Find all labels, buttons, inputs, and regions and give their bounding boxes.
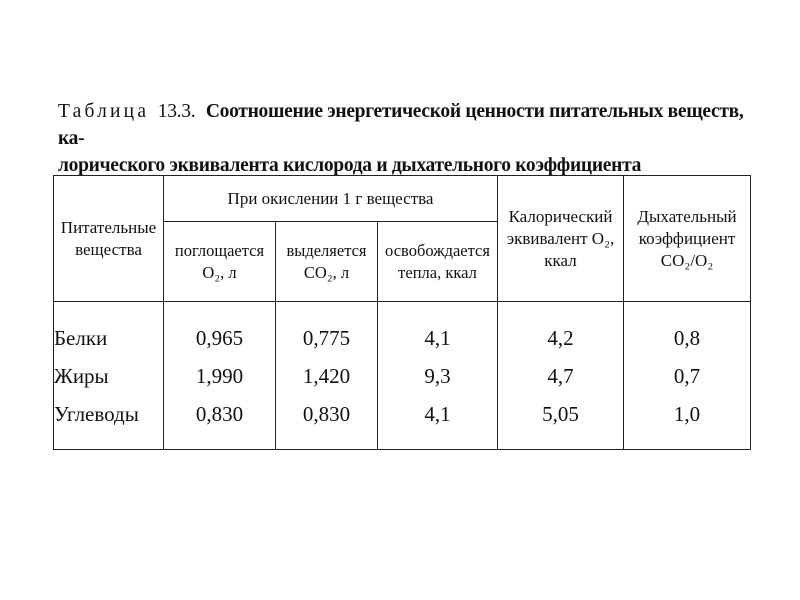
- header-caloric-line1: Калорический: [508, 206, 613, 226]
- row-name-carbohydrates: Углеводы: [54, 401, 139, 426]
- cell-proteins-o2: 0,965: [195, 325, 244, 350]
- cell-fats-heat: 9,3: [424, 363, 451, 388]
- caption-number: 13.3.: [157, 101, 196, 122]
- header-nutrients-line1: Питательные: [60, 217, 157, 237]
- column-rq-values: [624, 302, 751, 450]
- cell-carbohydrates-heat: 4,1: [424, 401, 451, 426]
- column-co2-values: [276, 302, 378, 450]
- header-nutrients: [54, 176, 164, 302]
- cell-fats-caloric: 4,7: [547, 363, 574, 388]
- header-rq-line2: коэффициент: [638, 228, 736, 248]
- header-heat-line2: тепла, ккал: [398, 262, 477, 282]
- row-name-proteins: Белки: [54, 325, 108, 350]
- cell-proteins-heat: 4,1: [424, 325, 451, 350]
- cell-proteins-co2: 0,775: [302, 325, 351, 350]
- column-heat-values: [378, 302, 498, 450]
- header-row-1: [54, 176, 751, 222]
- column-nutrient-names: [54, 302, 164, 450]
- table-body-row: [54, 302, 751, 450]
- header-rq-line1: Дыхательный: [637, 206, 737, 226]
- caption-title-line1: Соотношение энергетической ценности питательных веществ, ка-: [58, 101, 744, 149]
- header-heat-line1: освобождается: [385, 240, 490, 260]
- header-caloric-line2: эквивалент О₂,: [506, 228, 615, 248]
- header-co2-line1: выделяется: [286, 240, 367, 260]
- header-heat-released: [378, 222, 498, 302]
- header-nutrients-line2: вещества: [75, 239, 142, 259]
- cell-carbohydrates-co2: 0,830: [302, 401, 351, 426]
- cell-fats-rq: 0,7: [673, 363, 701, 388]
- nutrient-energy-table: [53, 175, 751, 450]
- header-co2-released: [276, 222, 378, 302]
- caption-label: Таблица: [58, 101, 150, 122]
- header-o2-line1: поглощается: [174, 240, 265, 260]
- row-name-fats: Жиры: [54, 363, 109, 388]
- header-caloric-line3: ккал: [544, 250, 577, 270]
- cell-fats-co2: 1,420: [302, 363, 351, 388]
- header-rq-line3: СО₂/О₂: [660, 250, 714, 270]
- header-o2-line2: О₂, л: [202, 262, 237, 282]
- header-co2-line2: СО₂, л: [303, 262, 350, 282]
- cell-proteins-caloric: 4,2: [547, 325, 574, 350]
- header-oxidation-group: При окислении 1 г вещества: [164, 176, 498, 222]
- cell-carbohydrates-caloric: 5,05: [542, 401, 579, 426]
- column-o2-values: [164, 302, 276, 450]
- table-caption: [58, 98, 758, 179]
- cell-carbohydrates-rq: 1,0: [673, 401, 701, 426]
- header-respiratory-coefficient: [624, 176, 751, 302]
- cell-carbohydrates-o2: 0,830: [195, 401, 244, 426]
- column-caloric-values: [498, 302, 624, 450]
- caption-title-line2: лорического эквивалента кислорода и дыхательного коэффициента: [58, 155, 642, 176]
- cell-proteins-rq: 0,8: [673, 325, 701, 350]
- cell-fats-o2: 1,990: [195, 363, 244, 388]
- header-o2-absorbed: [164, 222, 276, 302]
- header-caloric-equivalent: [498, 176, 624, 302]
